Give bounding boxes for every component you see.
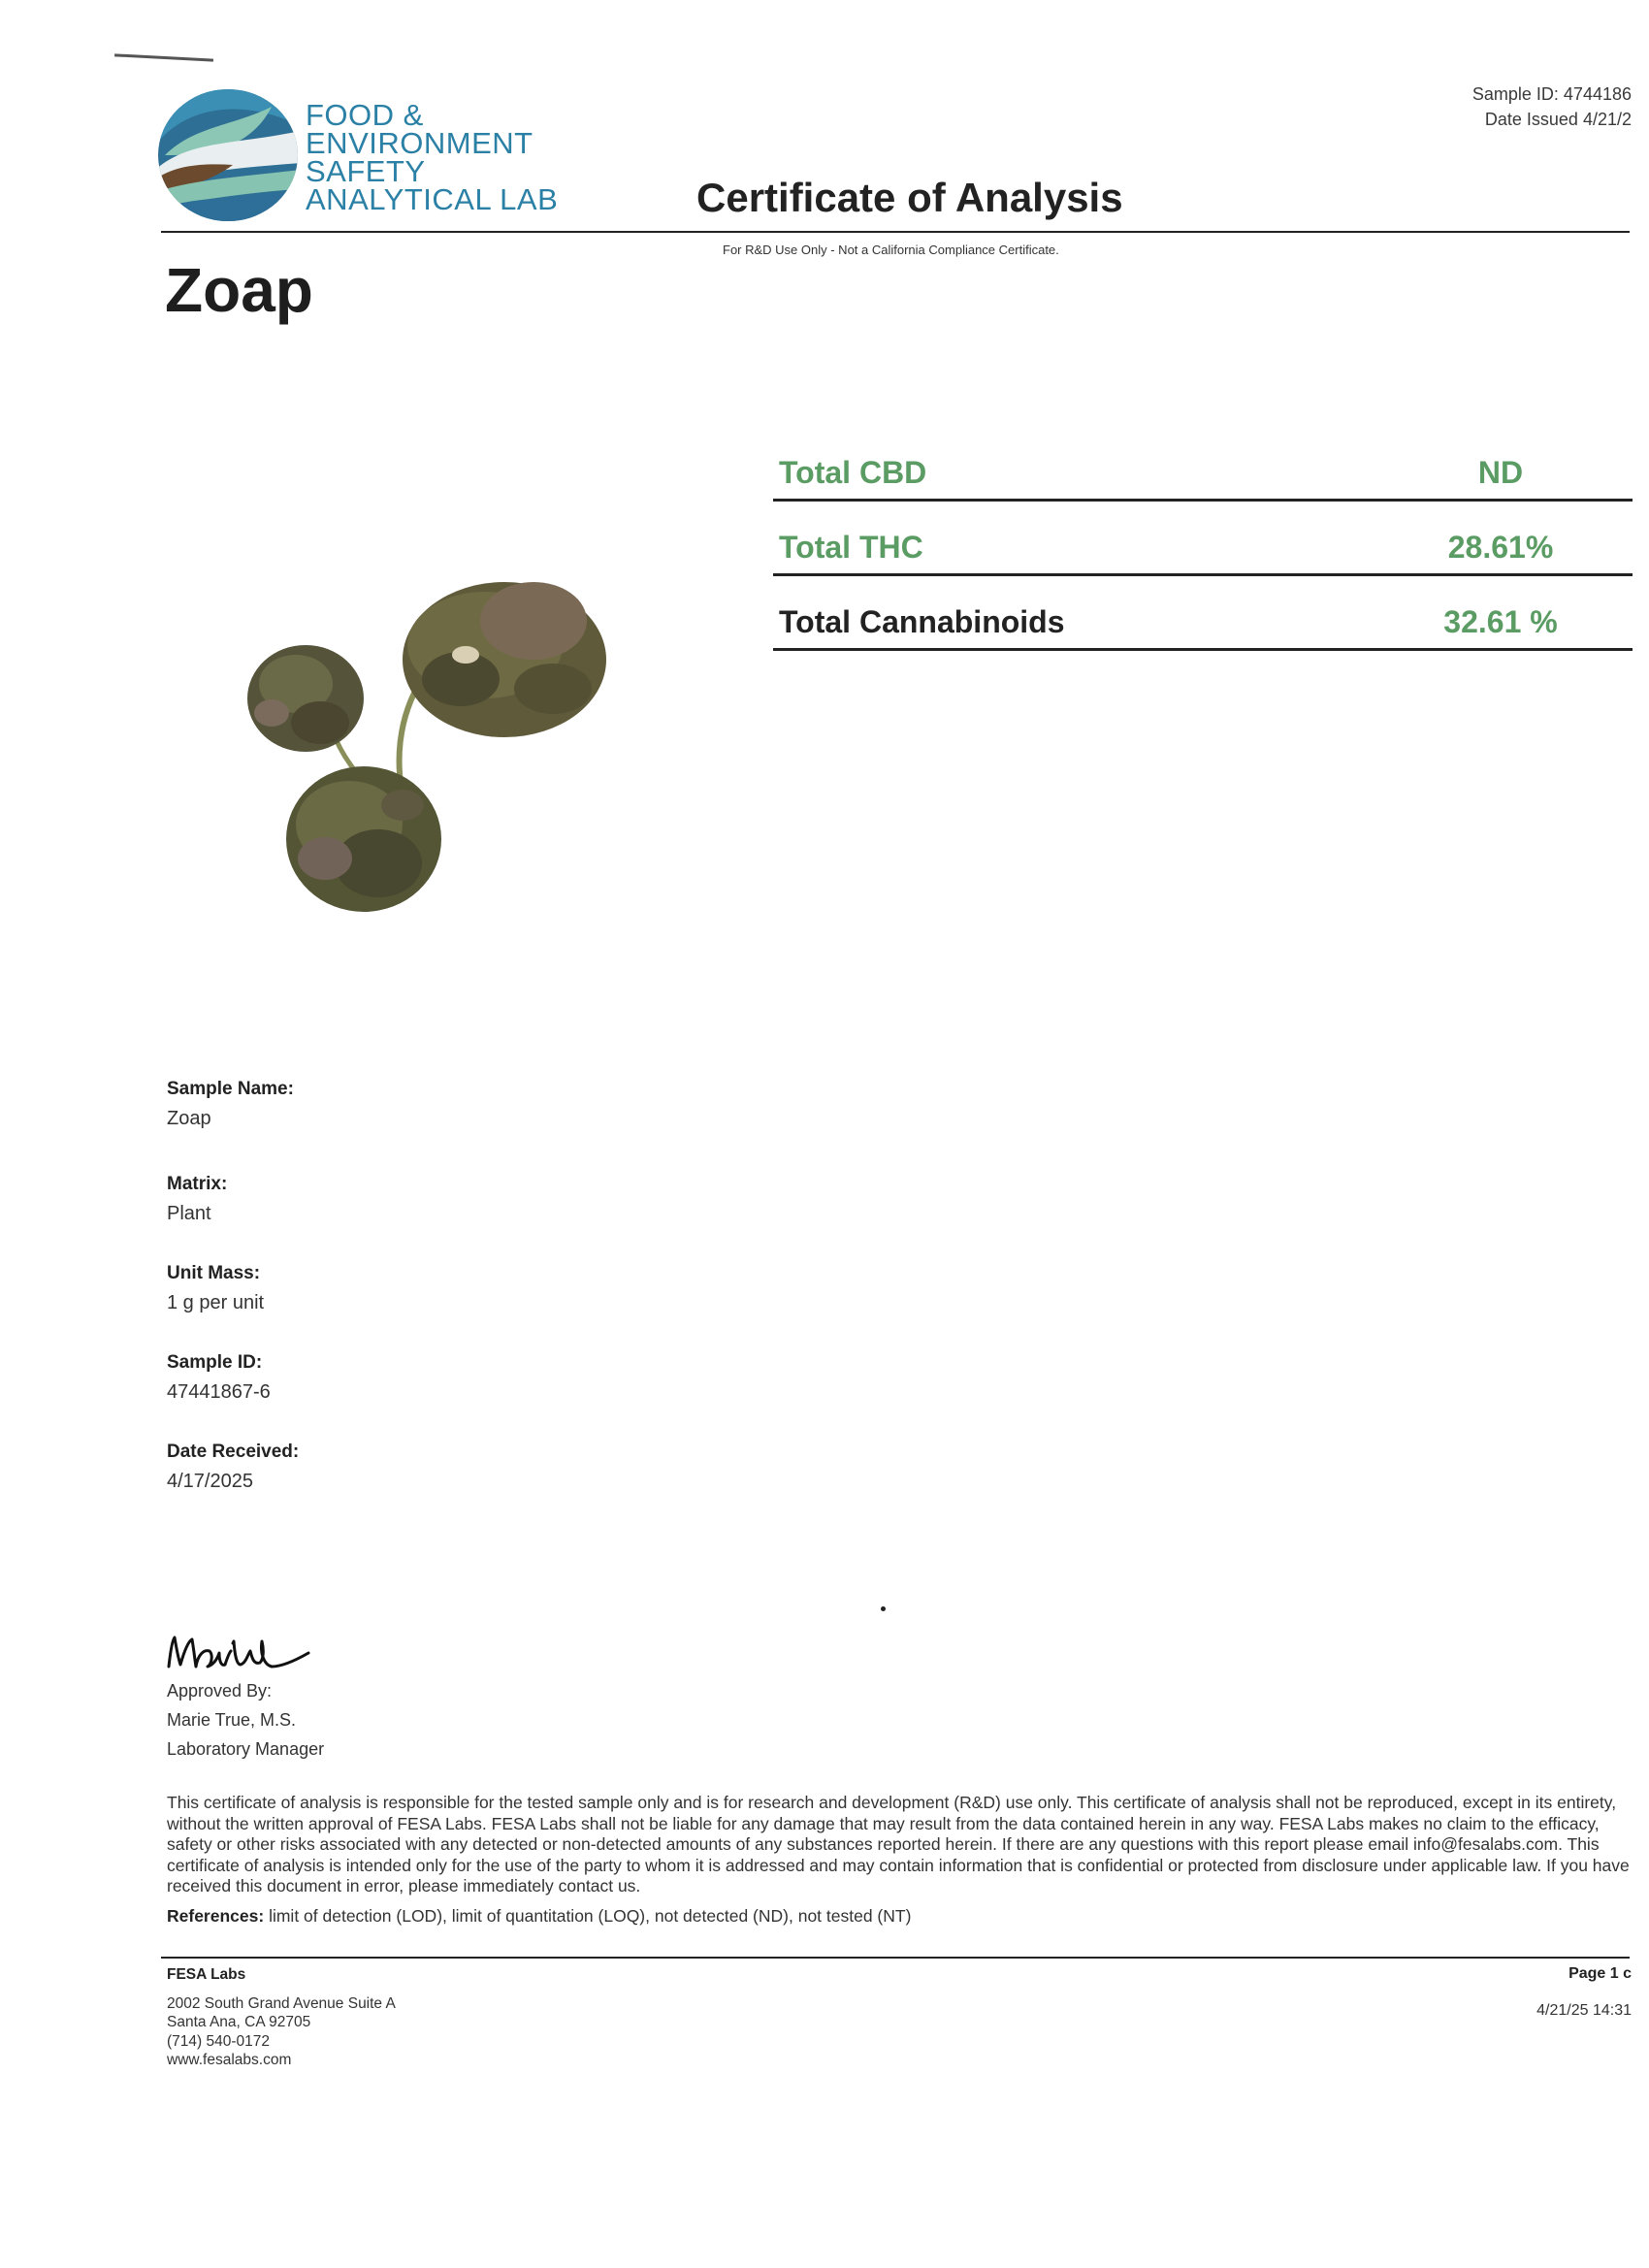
scan-speck bbox=[881, 1606, 886, 1611]
result-value: 28.61% bbox=[1447, 530, 1554, 565]
field-label: Sample Name: bbox=[167, 1079, 294, 1099]
footer-page-info bbox=[1536, 1965, 1632, 2020]
sample-name-field bbox=[167, 1079, 294, 1130]
field-label: Date Received: bbox=[167, 1442, 300, 1462]
document-meta bbox=[1472, 81, 1632, 132]
field-value: 1 g per unit bbox=[167, 1292, 265, 1313]
field-value: 47441867-6 bbox=[167, 1381, 271, 1403]
bud-small-left bbox=[247, 645, 364, 752]
matrix-field bbox=[167, 1174, 227, 1225]
logo-line: ANALYTICAL LAB bbox=[306, 182, 559, 216]
approved-by-label: Approved By: bbox=[167, 1681, 273, 1701]
print-timestamp: 4/21/25 14:31 bbox=[1536, 2002, 1632, 2019]
result-row-total-cbd bbox=[773, 431, 1633, 502]
references-text: limit of detection (LOD), limit of quantitation (LOQ), not detected (ND), not tested (NT) bbox=[269, 1906, 912, 1926]
legal-disclaimer: This certificate of analysis is responsible for the tested sample only and is for research and development (R&D) use only. This certificate of analysis shall not be reproduced, except in its entirety, without the written approval of FESA Labs. FESA Labs shall not be liable for any damage that may result from the data contained herein in any way. FESA Labs makes no claim to the efficacy, safety or other risks associated with any detected or non-detected amounts of any substances reported herein. If there are any questions with this report please email info@fesalabs.com. This certificate of analysis is intended only for the use of the party to whom it is addressed and may contain information that is confidential or protected from disclosure under applicable law. If you have received this document in error, please immediately contact us. bbox=[167, 1793, 1630, 1895]
result-row-total-cannabinoids bbox=[773, 580, 1633, 651]
footer-divider bbox=[161, 1957, 1630, 1959]
page-number: Page 1 c bbox=[1568, 1965, 1632, 1982]
product-photo bbox=[213, 524, 660, 970]
date-issued-header: Date Issued 4/21/2 bbox=[1484, 110, 1632, 129]
references-line bbox=[167, 1906, 911, 1927]
address-line-1: 2002 South Grand Avenue Suite A bbox=[167, 1994, 396, 2012]
result-label: Total CBD bbox=[779, 455, 927, 490]
field-label: Unit Mass: bbox=[167, 1263, 261, 1283]
address-line-2: Santa Ana, CA 92705 bbox=[167, 2014, 311, 2030]
company-name: FESA Labs bbox=[167, 1966, 246, 1983]
bud-large bbox=[403, 582, 606, 737]
logo-line: SAFETY bbox=[306, 154, 426, 188]
approval-block bbox=[167, 1676, 324, 1764]
result-value: 32.61 % bbox=[1443, 604, 1558, 639]
product-name: Zoap bbox=[165, 255, 313, 325]
page-title: Certificate of Analysis bbox=[696, 175, 1123, 220]
lab-logo-icon bbox=[155, 87, 301, 223]
sample-id-field bbox=[167, 1352, 271, 1404]
result-label: Total THC bbox=[779, 530, 923, 565]
logo-line: FOOD & bbox=[306, 98, 424, 132]
compliance-disclaimer: For R&D Use Only - Not a California Compliance Certificate. bbox=[723, 243, 1059, 257]
field-label: Matrix: bbox=[167, 1174, 228, 1194]
field-value: Plant bbox=[167, 1203, 211, 1224]
result-label: Total Cannabinoids bbox=[779, 604, 1065, 639]
lab-logo-text bbox=[306, 98, 559, 216]
date-received-field bbox=[167, 1442, 299, 1493]
approver-name: Marie True, M.S. bbox=[167, 1710, 297, 1730]
approver-title: Laboratory Manager bbox=[167, 1739, 325, 1759]
sample-id-header: Sample ID: 4744186 bbox=[1471, 84, 1632, 104]
unit-mass-field bbox=[167, 1263, 264, 1314]
logo-line: ENVIRONMENT bbox=[306, 126, 534, 160]
bud-bottom bbox=[286, 766, 441, 912]
scan-artifact-line bbox=[114, 53, 213, 61]
phone-number: (714) 540-0172 bbox=[167, 2032, 270, 2050]
result-row-total-thc bbox=[773, 505, 1633, 576]
field-label: Sample ID: bbox=[167, 1352, 263, 1373]
header-divider bbox=[161, 231, 1630, 233]
footer-address bbox=[167, 1965, 396, 2070]
result-value: ND bbox=[1477, 455, 1524, 490]
field-value: Zoap bbox=[167, 1108, 211, 1129]
field-value: 4/17/2025 bbox=[167, 1471, 253, 1492]
references-label: References: bbox=[167, 1906, 265, 1926]
website: www.fesalabs.com bbox=[167, 2052, 292, 2068]
